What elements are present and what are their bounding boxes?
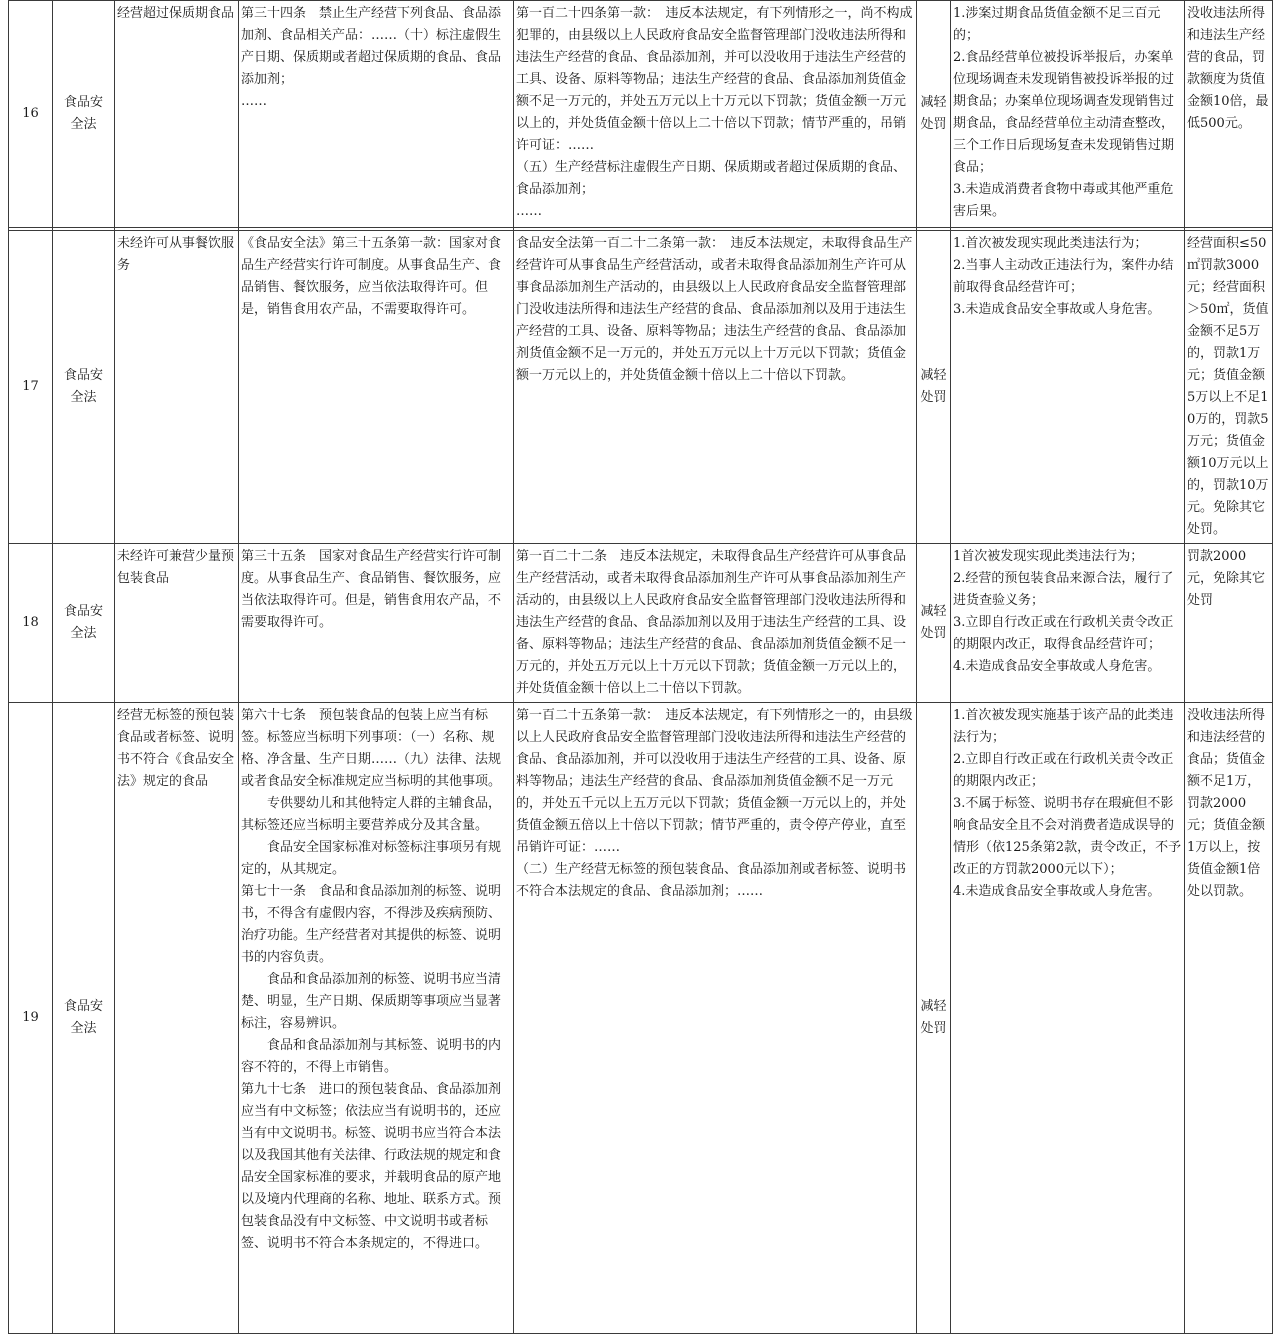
- penalty-table-document: [8, 0, 1272, 1334]
- condition-item: 4.未造成食品安全事故或人身危害。: [953, 659, 1161, 674]
- condition-item: 1.涉案过期食品货值金额不足三百元的；: [953, 6, 1161, 43]
- condition-item: 2.立即自行改正或在行政机关责令改正的期限内改正；: [953, 752, 1174, 789]
- penalty-paragraph: 第一百二十二条 违反本法规定，未取得食品生产经营许可从事食品生产经营活动，或者未取得食品添加剂生产许可从事食品添加剂生产活动的，由县级以上人民政府食品安全监督管理部门没收违法所得和违法生产经营的食品、食品添加剂以及用于违法生产经营的工具、设备、原料等物品；违法生产经营的食品、食品添加剂货值金额不足一万元的，并处五万元以上十万元以下罚款；货值金额一万元以上的，并处货值金额十倍以上二十倍以下罚款。: [516, 549, 907, 696]
- penalty-provision: [514, 1, 917, 228]
- row-number: 18: [9, 544, 53, 703]
- condition-item: 3.立即自行改正或在行政机关责令改正的期限内改正，取得食品经营许可；: [953, 615, 1174, 652]
- penalty-paragraph: 第一百二十五条第一款： 违反本法规定，有下列情形之一的，由县级以上人民政府食品安全监督管理部门没收违法所得和违法生产经营的食品、食品添加剂，并可以没收用于违法生产经营的工具、设备、原料等物品；违法生产经营的食品、食品添加剂货值金额不足一万元的，并处五千元以上五万元以下罚款；货值金额一万元以上的，并处货值金额五倍以上十倍以下罚款；情节严重的，责令停产停业，直至吊销许可证：……: [516, 708, 913, 855]
- discretion-type: 减轻处罚: [917, 231, 951, 544]
- legal-basis: [239, 1, 514, 228]
- discretion-type: 减轻处罚: [917, 703, 951, 1334]
- basis-paragraph: 食品和食品添加剂的标签、说明书应当清楚、明显，生产日期、保质期等事项应当显著标注，容易辨识。: [241, 972, 502, 1031]
- penalty-paragraph: （五）生产经营标注虚假生产日期、保质期或者超过保质期的食品、食品添加剂；: [516, 160, 907, 197]
- basis-paragraph: 第六十七条 预包装食品的包装上应当有标签。标签应当标明下列事项：（一）名称、规格、净含量、生产日期……（九）法律、法规或者食品安全标准规定应当标明的其他事项。: [241, 708, 502, 789]
- penalty-table: [8, 0, 1273, 1334]
- condition-item: 3.未造成食品安全事故或人身危害。: [953, 302, 1161, 317]
- legal-basis: [239, 544, 514, 703]
- condition-item: 1首次被发现实现此类违法行为；: [953, 549, 1144, 564]
- condition-item: 4.未造成食品安全事故或人身危害。: [953, 884, 1161, 899]
- table-body: [9, 1, 1273, 1334]
- basis-paragraph: 第七十一条 食品和食品添加剂的标签、说明书，不得含有虚假内容，不得涉及疾病预防、治疗功能。生产经营者对其提供的标签、说明书的内容负责。: [241, 884, 502, 965]
- basis-paragraph: 第三十四条 禁止生产经营下列食品、食品添加剂、食品相关产品：……（十）标注虚假生产日期、保质期或者超过保质期的食品、食品添加剂；: [241, 6, 502, 87]
- penalty-result: 没收违法所得和违法生产经营的食品，罚款额度为货值金额10倍，最低500元。: [1185, 1, 1273, 228]
- law-name: 食品安全法: [53, 231, 115, 544]
- row-number: 17: [9, 231, 53, 544]
- violation-item: 经营无标签的预包装食品或者标签、说明书不符合《食品安全法》规定的食品: [115, 703, 239, 1334]
- law-name: 食品安全法: [53, 703, 115, 1334]
- row-number: 16: [9, 1, 53, 228]
- applicable-conditions: [951, 703, 1185, 1334]
- table-row: [9, 703, 1273, 1334]
- penalty-provision: [514, 703, 917, 1334]
- violation-item: 未经许可兼营少量预包装食品: [115, 544, 239, 703]
- basis-paragraph: 第三十五条 国家对食品生产经营实行许可制度。从事食品生产、食品销售、餐饮服务，应当依法取得许可。但是，销售食用农产品，不需要取得许可。: [241, 549, 502, 630]
- penalty-paragraph: 食品安全法第一百二十二条第一款： 违反本法规定，未取得食品生产经营许可从事食品生产经营活动，或者未取得食品添加剂生产许可从事食品添加剂生产活动的，由县级以上人民政府食品安全监督管理部门没收违法所得和违法生产经营的食品、食品添加剂以及用于违法生产经营的工具、设备、原料等物品；违法生产经营的食品、食品添加剂货值金额不足一万元的，并处五万元以上十万元以下罚款；货值金额一万元以上的，并处货值金额十倍以上二十倍以下罚款。: [516, 236, 913, 383]
- applicable-conditions: [951, 231, 1185, 544]
- penalty-paragraph: （二）生产经营无标签的预包装食品、食品添加剂或者标签、说明书不符合本法规定的食品、食品添加剂；……: [516, 862, 907, 899]
- condition-item: 2.食品经营单位被投诉举报后，办案单位现场调查未发现销售被投诉举报的过期食品；办案单位现场调查发现销售过期食品，食品经营单位主动清查整改，三个工作日后现场复查未发现销售过期食品；: [953, 50, 1175, 175]
- penalty-result: 经营面积≤50㎡罚款3000元；经营面积＞50㎡，货值金额不足5万的，罚款1万元；货值金额5万以上不足10万的，罚款5万元；货值金额10万元以上的，罚款10万元。免除其它处罚。: [1185, 231, 1273, 544]
- basis-paragraph: 第九十七条 进口的预包装食品、食品添加剂应当有中文标签；依法应当有说明书的，还应当有中文说明书。标签、说明书应当符合本法以及我国其他有关法律、行政法规的规定和食品安全国家标准的要求，并载明食品的原产地以及境内代理商的名称、地址、联系方式。预包装食品没有中文标签、中文说明书或者标签、说明书不符合本条规定的，不得进口。: [241, 1082, 502, 1251]
- condition-item: 1.首次被发现实现此类违法行为；: [953, 236, 1148, 251]
- applicable-conditions: [951, 544, 1185, 703]
- condition-item: 2.经营的预包装食品来源合法，履行了进货查验义务；: [953, 571, 1174, 608]
- penalty-paragraph: 第一百二十四条第一款： 违反本法规定，有下列情形之一，尚不构成犯罪的，由县级以上人民政府食品安全监督管理部门没收违法所得和违法生产经营的食品、食品添加剂，并可以没收用于违法生产经营的工具、设备、原料等物品；违法生产经营的食品、食品添加剂货值金额不足一万元的，并处五万元以上十万元以下罚款；货值金额一万元以上的，并处货值金额十倍以上二十倍以下罚款；情节严重的，吊销许可证：……: [516, 6, 913, 153]
- basis-paragraph: ……: [241, 94, 267, 109]
- basis-paragraph: 专供婴幼儿和其他特定人群的主辅食品，其标签还应当标明主要营养成分及其含量。: [241, 796, 502, 833]
- penalty-result: 罚款2000元，免除其它处罚: [1185, 544, 1273, 703]
- violation-item: 未经许可从事餐饮服务: [115, 231, 239, 544]
- basis-paragraph: 食品和食品添加剂与其标签、说明书的内容不符的，不得上市销售。: [241, 1038, 502, 1075]
- law-name: 食品安全法: [53, 544, 115, 703]
- legal-basis: [239, 703, 514, 1334]
- discretion-type: 减轻处罚: [917, 1, 951, 228]
- condition-item: 3.未造成消费者食物中毒或其他严重危害后果。: [953, 182, 1174, 219]
- condition-item: 1.首次被发现实施基于该产品的此类违法行为；: [953, 708, 1174, 745]
- legal-basis: [239, 231, 514, 544]
- basis-paragraph: 《食品安全法》第三十五条第一款：国家对食品生产经营实行许可制度。从事食品生产、食品销售、餐饮服务，应当依法取得许可。但是，销售食用农产品，不需要取得许可。: [241, 236, 502, 317]
- penalty-provision: [514, 231, 917, 544]
- applicable-conditions: [951, 1, 1185, 228]
- violation-item: 经营超过保质期食品: [115, 1, 239, 228]
- table-row: [9, 544, 1273, 703]
- condition-item: 3.不属于标签、说明书存在瑕疵但不影响食品安全且不会对消费者造成误导的情形（依125条第2款，责令改正，不予改正的方罚款2000元以下）；: [953, 796, 1182, 877]
- penalty-provision: [514, 544, 917, 703]
- discretion-type: 减轻处罚: [917, 544, 951, 703]
- table-row: [9, 1, 1273, 228]
- penalty-result: 没收违法所得和违法经营的食品；货值金额不足1万，罚款2000元；货值金额1万以上，按货值金额1倍处以罚款。: [1185, 703, 1273, 1334]
- basis-paragraph: 食品安全国家标准对标签标注事项另有规定的，从其规定。: [241, 840, 502, 877]
- table-row: [9, 231, 1273, 544]
- condition-item: 2.当事人主动改正违法行为，案件办结前取得食品经营许可；: [953, 258, 1174, 295]
- row-number: 19: [9, 703, 53, 1334]
- law-name: 食品安全法: [53, 1, 115, 228]
- penalty-paragraph: ……: [516, 204, 542, 219]
